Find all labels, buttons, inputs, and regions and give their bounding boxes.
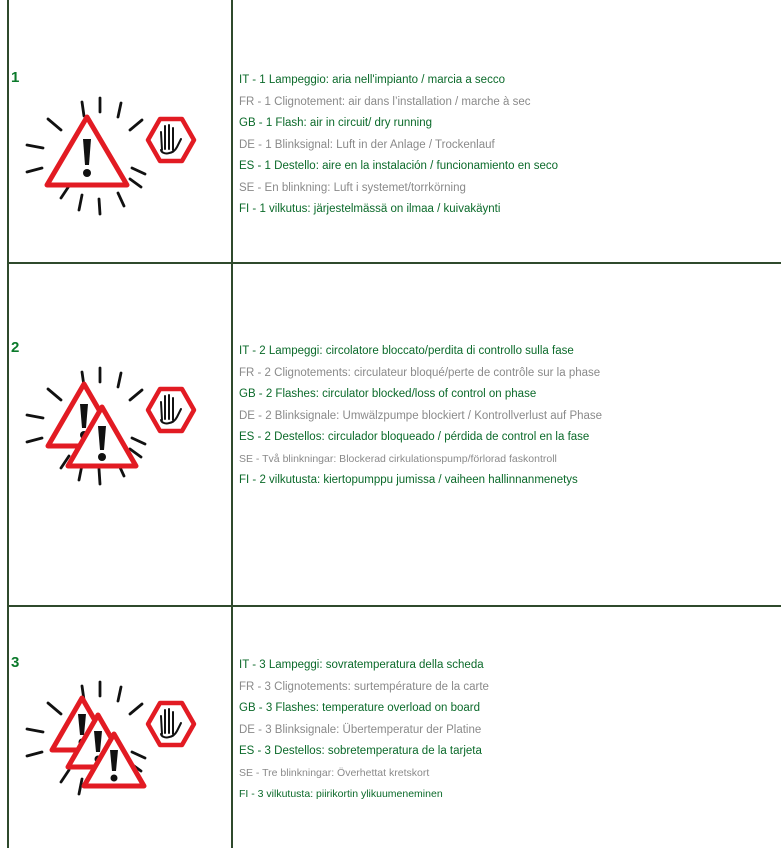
message-de: DE - 3 Blinksignale: Übertemperatur der Platine — [239, 723, 482, 736]
message-gb: GB - 3 Flashes: temperature overload on board — [239, 702, 480, 714]
message-es: ES - 1 Destello: aire en la instalación / funcionamiento en seco — [239, 160, 558, 172]
message-gb: GB - 1 Flash: air in circuit/ dry running — [239, 117, 433, 129]
message-gb: GB - 2 Flashes: circulator blocked/loss of control on phase — [239, 388, 537, 400]
message-fr: FR - 1 Clignotement: air dans l’installation / marche à sec — [239, 95, 531, 108]
double-flash-warning-icon — [24, 362, 224, 492]
row-number-3: 3 — [11, 654, 20, 671]
message-se: SE - Tre blinkningar: Överhettat kretskort — [239, 766, 430, 779]
message-fr: FR - 3 Clignotements: surtempérature de la carte — [239, 680, 489, 693]
message-it: IT - 2 Lampeggi: circolatore bloccato/perdita di controllo sulla fase — [239, 345, 574, 357]
row-3-messages — [239, 655, 489, 806]
message-de: DE - 1 Blinksignal: Luft in der Anlage / Trockenlauf — [239, 138, 495, 151]
message-se: SE - Två blinkningar: Blockerad cirkulationspump/förlorad faskontroll — [239, 452, 557, 465]
message-es: ES - 2 Destellos: circulador bloqueado / pérdida de control en la fase — [239, 431, 590, 443]
flash-warning-icon — [24, 92, 224, 222]
row-divider-2 — [7, 605, 781, 607]
message-it: IT - 1 Lampeggio: aria nell'impianto / marcia a secco — [239, 74, 505, 86]
row-divider-1 — [7, 262, 781, 264]
message-de: DE - 2 Blinksignale: Umwälzpumpe blockiert / Kontrollverlust auf Phase — [239, 409, 603, 422]
row-1-messages — [239, 70, 558, 221]
message-fr: FR - 2 Clignotements: circulateur bloqué/perte de contrôle sur la phase — [239, 366, 601, 379]
message-fi: FI - 2 vilkutusta: kiertopumppu jumissa / vaiheen hallinnanmenetys — [239, 474, 578, 486]
row-2-messages — [239, 341, 602, 492]
row-number-2: 2 — [11, 339, 20, 356]
message-fi: FI - 1 vilkutus: järjestelmässä on ilmaa / kuivakäynti — [239, 203, 501, 215]
message-es: ES - 3 Destellos: sobretemperatura de la tarjeta — [239, 745, 482, 757]
message-fi: FI - 3 vilkutusta: piirikortin ylikuumeneminen — [239, 788, 443, 800]
triple-flash-warning-icon — [24, 680, 224, 810]
row-number-1: 1 — [11, 69, 20, 86]
message-it: IT - 3 Lampeggi: sovratemperatura della scheda — [239, 659, 484, 671]
column-divider — [231, 0, 233, 848]
message-se: SE - En blinkning: Luft i systemet/torrkörning — [239, 181, 466, 194]
